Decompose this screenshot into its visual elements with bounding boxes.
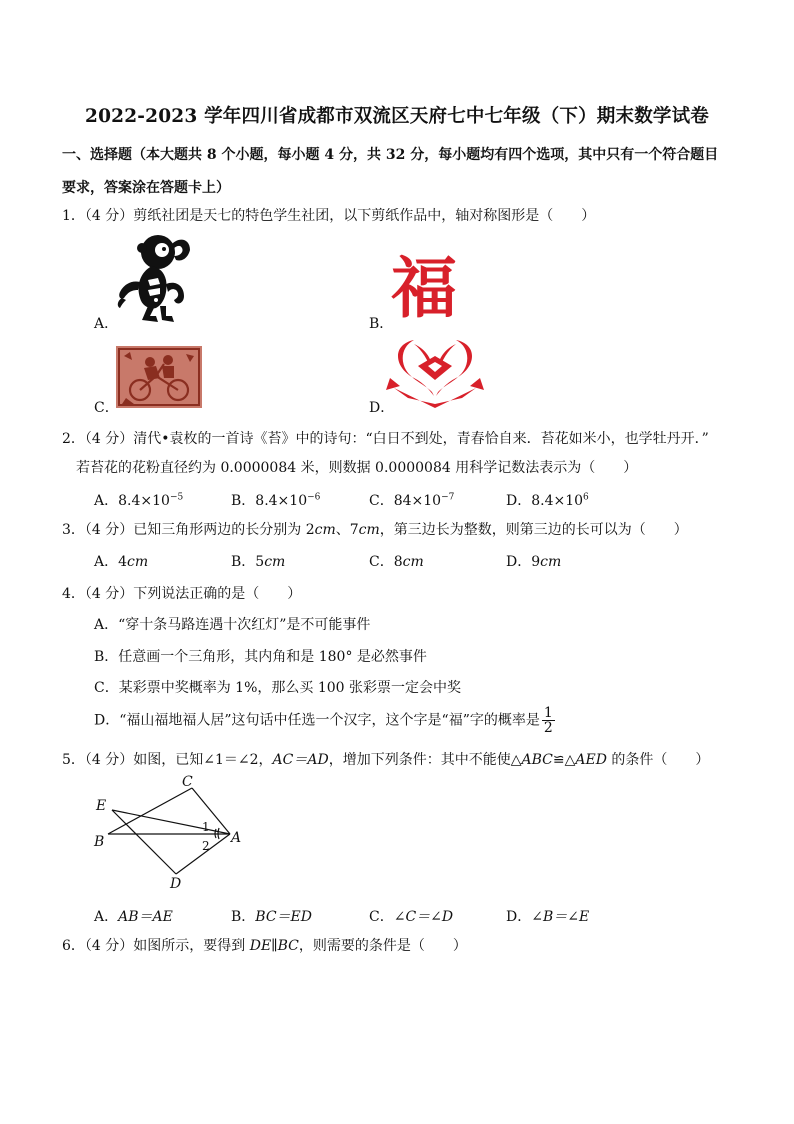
twin-fish-papercut-icon — [384, 336, 486, 410]
q4-option-d: D．“福山福地福人居”这句话中任选一个汉字，这个字是“福”字的概率是 $\frac{1}{2}$ — [94, 705, 553, 736]
q1-option-c-label: C． — [94, 400, 119, 416]
svg-text:A: A — [231, 830, 242, 846]
q2-option-a: A．$8.4\times 10^{-5}$ — [94, 492, 184, 509]
q5-option-d: D．∠B＝∠E — [506, 909, 590, 925]
q3-option-d: D．9cm — [506, 554, 562, 570]
page-title: 2022-2023 学年四川省成都市双流区天府七中七年级（下）期末数学试卷 — [85, 106, 709, 127]
cycling-papercut-icon — [116, 346, 202, 408]
section1-heading-line1: 一、选择题（本大题共 8 个小题，每小题 4 分，共 32 分，每小题均有四个选项，其中只有一个符合题目 — [62, 147, 719, 163]
q5-option-c: C．∠C＝∠D — [369, 909, 454, 925]
q4-option-c: C．某彩票中奖概率为 1%，那么买 100 张彩票一定会中奖 — [94, 680, 461, 696]
svg-text:C: C — [182, 774, 193, 790]
q2-stem-line1: 2．（4 分）清代•袁枚的一首诗《苔》中的诗句：“白日不到处，青春恰自来．苔花如米小，也学牡丹开．” — [62, 431, 709, 447]
q6-stem: 6．（4 分）如图所示，要得到 DE∥BC，则需要的条件是（ ） — [62, 938, 467, 954]
svg-text:B: B — [94, 834, 105, 850]
q3-option-b: B．5cm — [231, 554, 286, 570]
fu-character-papercut-icon — [386, 248, 462, 327]
q5-geometry-figure — [88, 772, 248, 896]
q3-option-a: A．4cm — [94, 554, 149, 570]
q1-option-b-label: B． — [369, 316, 394, 332]
svg-text:2: 2 — [202, 839, 210, 853]
q3-stem: 3．（4 分）已知三角形两边的长分别为 2cm、7cm，第三边长为整数，则第三边的长可以为（ ） — [62, 522, 688, 538]
q1-option-a-label: A． — [94, 316, 119, 332]
q2-option-d: D．$8.4\times 10^6$ — [506, 492, 589, 509]
q1-stem: 1．（4 分）剪纸社团是天七的特色学生社团，以下剪纸作品中，轴对称图形是（ ） — [62, 208, 596, 224]
q4-option-b: B．任意画一个三角形，其内角和是 180° 是必然事件 — [94, 649, 427, 665]
q4-option-a: A．“穿十条马路连遇十次红灯”是不可能事件 — [94, 617, 371, 633]
q2-stem-line2: 若苔花的花粉直径约为 0.0000084 米，则数据 0.0000084 用科学记数法表示为（ ） — [76, 460, 638, 476]
q2-option-c: C．$84\times 10^{-7}$ — [369, 492, 455, 509]
section1-heading-line2: 要求，答案涂在答题卡上） — [62, 180, 230, 196]
svg-text:D: D — [170, 876, 182, 892]
q5-option-b: B．BC＝ED — [231, 909, 313, 925]
q5-stem: 5．（4 分）如图，已知∠1＝∠2，AC＝AD，增加下列条件：其中不能使△ABC≌△AED 的条件（ ） — [62, 752, 710, 768]
svg-text:E: E — [96, 798, 107, 814]
q2-option-b: B．$8.4\times 10^{-6}$ — [231, 492, 321, 509]
svg-text:1: 1 — [202, 820, 210, 834]
svg-text:福: 福 — [391, 249, 457, 327]
q1-option-d-label: D． — [369, 400, 395, 416]
q4-stem: 4．（4 分）下列说法正确的是（ ） — [62, 586, 302, 602]
monkey-papercut-icon — [112, 232, 196, 324]
q3-option-c: C．8cm — [369, 554, 424, 570]
q5-option-a: A．AB＝AE — [94, 909, 173, 925]
probability-fraction: $\frac{1}{2}$ — [543, 705, 553, 736]
